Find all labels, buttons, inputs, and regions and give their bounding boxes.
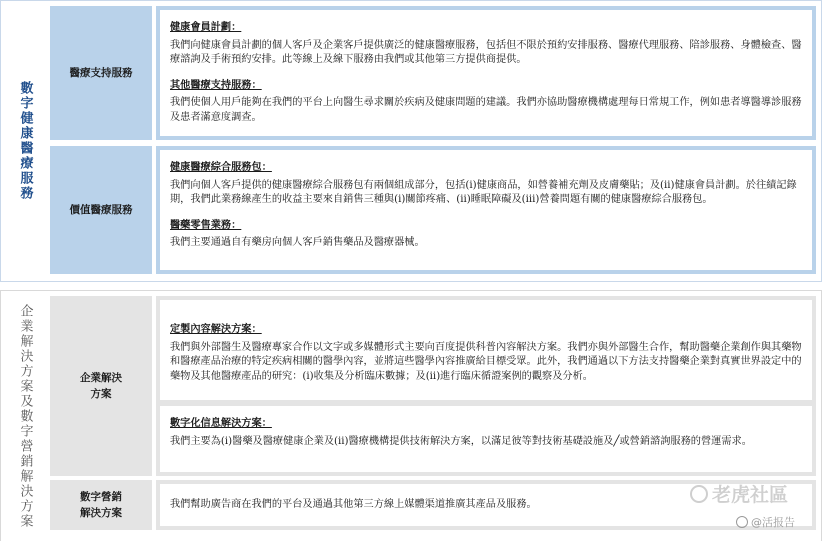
other-support-heading: 其他醫療支持服務： — [170, 78, 262, 91]
enterprise-solutions-label-line2: 方案 — [90, 388, 112, 400]
health-package-heading: 健康醫療綜合服務包： — [170, 161, 272, 173]
custom-content-text: 我們與外部醫生及醫療專家合作以文字或多媒體形式主要向百度提供科普內容解決方案。我們亦與外部醫生合作，幫助醫藥企業創作與其藥物和醫療產品治療的特定疾病相關的醫學內容，並將這些醫學內容推廣給目標受眾。此外，我們通過以下方法支持醫藥企業對真實世界設定中的藥物及其他醫療產品的研究：(i)收集及分析臨床數據；及(ii)進行臨床循證案例的觀察及分析。 — [170, 341, 802, 382]
health-membership-text: 我們向健康會員計劃的個人客戶及企業客戶提供廣泛的健康醫療服務，包括但不限於預約安排服務、醫療代理服務、陪診服務、身體檢查、醫療諮詢及手術預約安排。此等線上及線下服務由我們或其他第三方提供商提供。 — [170, 39, 802, 65]
watermark-brand-text: 老虎社區 — [712, 484, 789, 506]
digital-marketing-label-line2: 解決方案 — [80, 507, 122, 519]
watermark-brand — [690, 480, 788, 507]
digital-marketing-label — [50, 480, 152, 530]
pharmacy-retail-heading: 醫藥零售業務： — [170, 218, 242, 231]
medical-support-cell — [156, 6, 816, 140]
digital-info-text: 我們主要為(i)醫藥及醫療健康企業及(ii)醫療機構提供技術解決方案，以滿足彼等對技術基礎設施及╱或營銷諮詢服務的營運需求。 — [170, 435, 752, 447]
value-medical-label: 價值醫療服務 — [50, 146, 152, 274]
digital-info-heading: 數字化信息解決方案： — [170, 417, 272, 429]
health-package-text: 我們向個人客戶提供的健康醫療綜合服務包有兩個組成部分，包括(i)健康商品，如營養補充劑及皮膚藥貼；及(ii)健康會員計劃。於往績記錄期，我們此業務線產生的收益主要來自銷售三種與(i)關節疼痛、(ii)睡眠障礙及(iii)營養問題有關的健康醫療綜合服務包。 — [170, 179, 797, 205]
enterprise-section-title: 企業解決方案及數字營銷解決方案 — [17, 303, 33, 529]
custom-content-block — [160, 300, 812, 400]
tiger-logo-icon — [690, 485, 708, 503]
watermark-source — [736, 514, 795, 530]
digital-marketing-text: 我們幫助廣告商在我們的平台及通過其他第三方線上媒體渠道推廣其產品及服務。 — [170, 498, 537, 510]
enterprise-solutions-label — [50, 296, 152, 476]
pharmacy-retail-text: 我們主要通過自有藥房向個人客戶銷售藥品及醫療器械。 — [170, 237, 425, 248]
enterprise-solutions-cell — [156, 296, 816, 476]
value-medical-cell — [156, 146, 816, 274]
digital-marketing-label-line1: 數字營銷 — [80, 491, 122, 503]
medical-support-content — [160, 10, 812, 136]
enterprise-solutions-label-line1: 企業解決 — [80, 372, 122, 384]
medical-support-label: 醫療支持服務 — [50, 6, 152, 140]
weibo-icon — [736, 516, 748, 528]
other-support-text: 我們使個人用戶能夠在我們的平台上向醫生尋求關於疾病及健康問題的建議。我們亦協助醫療機構處理每日常規工作，例如患者導醫導診服務及患者滿意度調查。 — [170, 97, 802, 123]
watermark-source-text: @活报告 — [751, 516, 795, 529]
custom-content-heading: 定製內容解決方案： — [170, 323, 262, 335]
digital-health-section-title: 數字健康醫療服務 — [17, 81, 33, 201]
value-medical-content — [160, 150, 812, 270]
digital-info-block — [160, 406, 812, 472]
health-membership-heading: 健康會員計劃： — [170, 21, 242, 33]
